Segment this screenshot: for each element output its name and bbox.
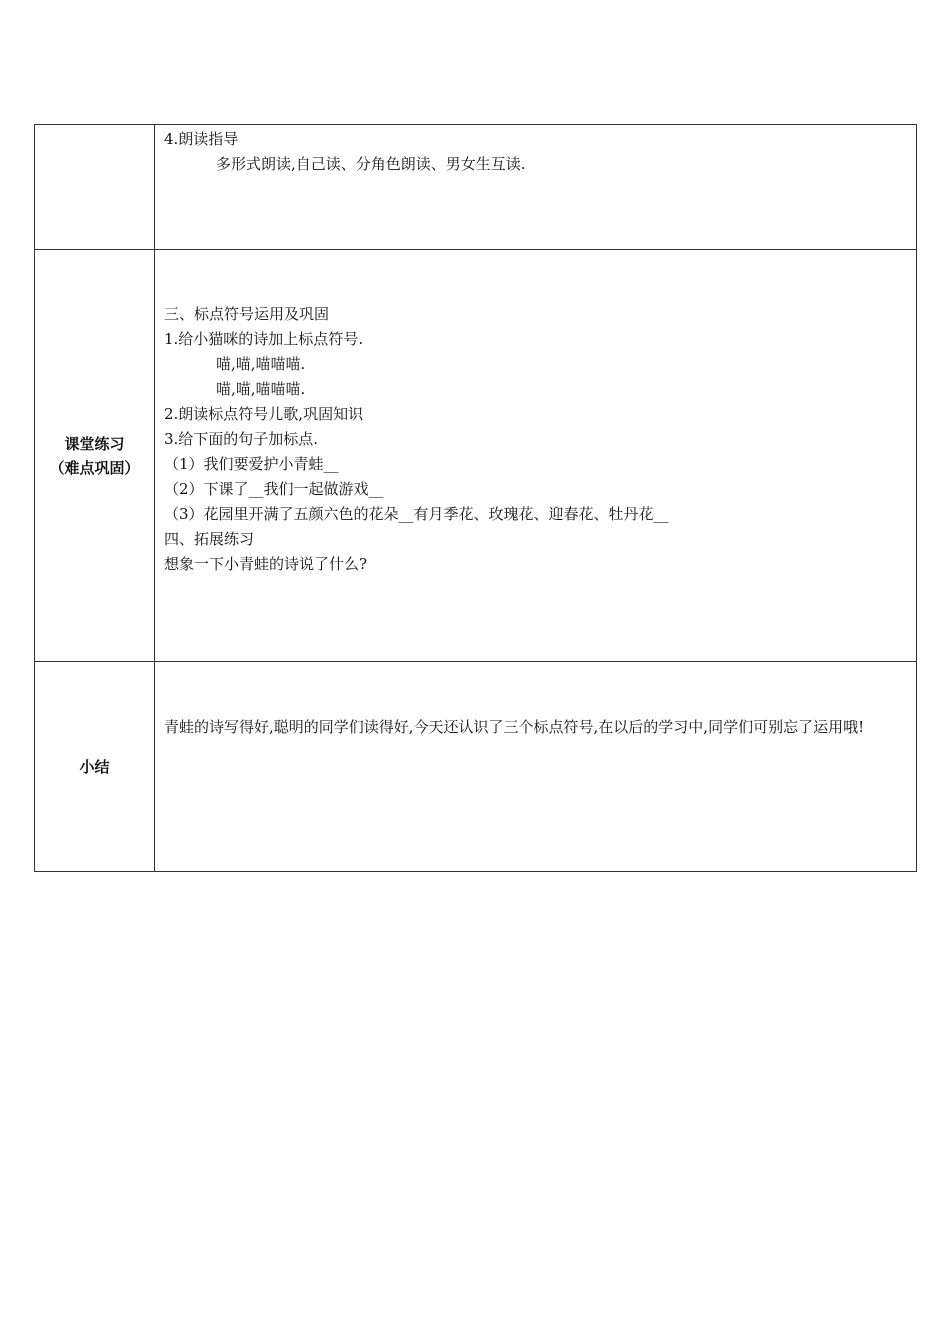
practice-line: 1.给小猫咪的诗加上标点符号.: [164, 330, 364, 348]
row-label-empty: [35, 125, 155, 250]
reading-guide-content: [155, 125, 917, 250]
table-row-reading-guide: [35, 125, 917, 250]
table-row-practice: [35, 250, 917, 662]
summary-content: [155, 662, 917, 872]
practice-label-main: 课堂练习: [64, 434, 125, 453]
practice-line: 2.朗读标点符号儿歌,巩固知识: [164, 405, 364, 423]
practice-line: 三、标点符号运用及巩固: [164, 305, 330, 323]
practice-line: 四、拓展练习: [164, 530, 255, 548]
practice-line: 喵,喵,喵喵喵.: [216, 380, 306, 398]
reading-guide-heading: 4.朗读指导: [164, 130, 239, 148]
summary-text: 青蛙的诗写得好,聪明的同学们读得好,今天还认识了三个标点符号,在以后的学习中,同学们可别忘了运用哦!: [164, 718, 865, 736]
practice-line: （1）我们要爱护小青蛙__: [164, 455, 339, 473]
practice-line: 3.给下面的句子加标点.: [164, 430, 319, 448]
practice-line: （3）花园里开满了五颜六色的花朵__有月季花、玫瑰花、迎春花、牡丹花__: [164, 505, 669, 523]
reading-guide-detail: 多形式朗读,自己读、分角色朗读、男女生互读.: [216, 155, 526, 173]
practice-line: 喵,喵,喵喵喵.: [216, 355, 306, 373]
lesson-plan-table: [34, 124, 917, 872]
row-label-summary: 小结: [35, 662, 155, 872]
practice-label-sub: （难点巩固）: [49, 458, 140, 477]
practice-content: [155, 250, 917, 662]
table-row-summary: [35, 662, 917, 872]
practice-line: 想象一下小青蛙的诗说了什么?: [164, 555, 368, 573]
practice-line: （2）下课了__我们一起做游戏__: [164, 480, 384, 498]
row-label-practice: [35, 250, 155, 662]
